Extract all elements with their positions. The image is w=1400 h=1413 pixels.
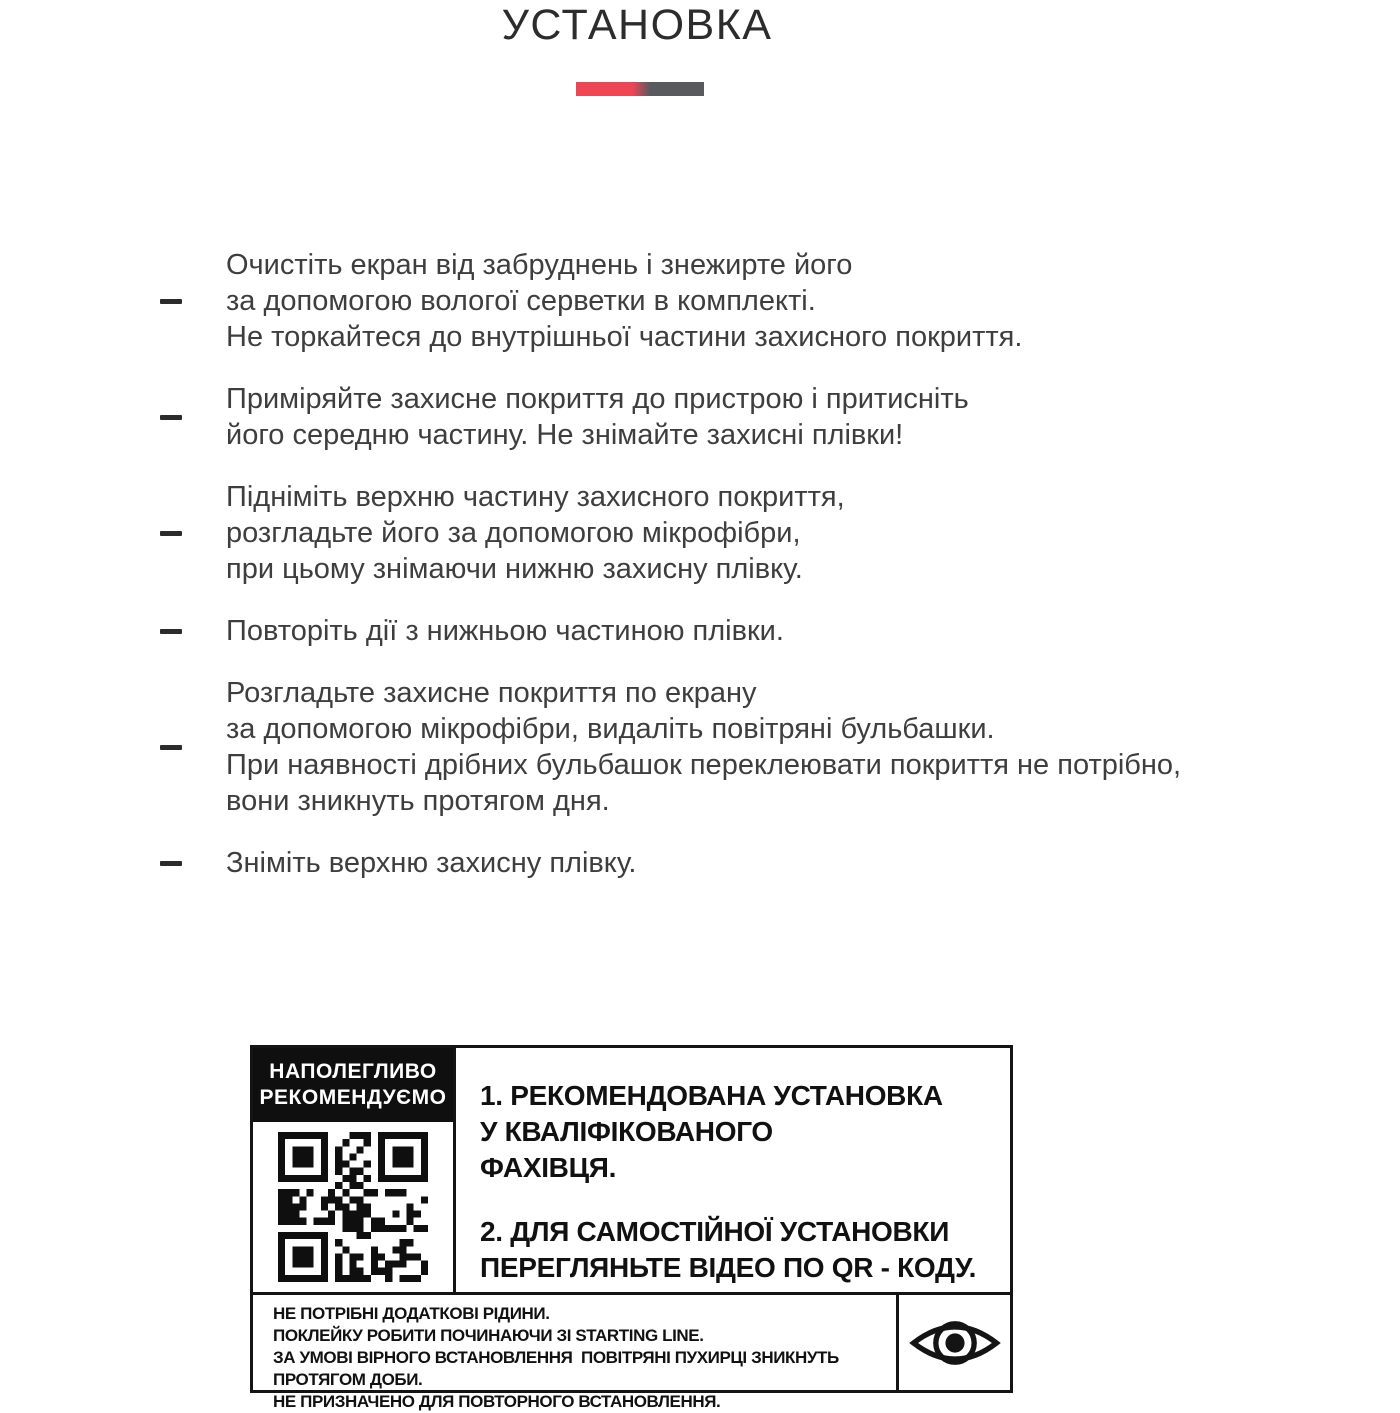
bullet-dash-icon: [160, 415, 182, 420]
instruction-line: вони зникнуть протягом дня.: [226, 785, 610, 817]
instruction-item: [160, 381, 1310, 453]
instruction-list: [160, 247, 1310, 881]
instruction-item: [160, 845, 1310, 881]
instruction-line: при цьому знімаючи нижню захисну плівку.: [226, 553, 803, 585]
bullet-dash-icon: [160, 531, 182, 536]
instruction-item: [160, 479, 1310, 587]
instruction-line: розгладьте його за допомогою мікрофібри,: [226, 517, 801, 549]
bullet-dash-icon: [160, 629, 182, 634]
footer-note-line: НЕ ПОТРІБНІ ДОДАТКОВІ РІДИНИ.: [273, 1304, 550, 1323]
recommendation-item-1: [480, 1078, 994, 1186]
instruction-line: При наявності дрібних бульбашок переклеювати покриття не потрібно,: [226, 749, 1182, 781]
bullet-dash-icon: [160, 299, 182, 304]
instruction-item: [160, 247, 1310, 355]
instruction-line: Очистіть екран від забруднень і знежирте його: [226, 249, 853, 281]
bullet-dash-icon: [160, 745, 182, 750]
recommendation-line: 2. ДЛЯ САМОСТІЙНОЇ УСТАНОВКИ: [480, 1216, 950, 1247]
instruction-item: [160, 675, 1310, 819]
recommendation-line: ФАХІВЦЯ.: [480, 1152, 617, 1183]
page-title: УСТАНОВКА: [501, 1, 773, 49]
recommendation-header-line: РЕКОМЕНДУЄМО: [259, 1086, 447, 1109]
instruction-item: [160, 613, 1310, 649]
recommendation-line: 1. РЕКОМЕНДОВАНА УСТАНОВКА: [480, 1080, 943, 1111]
eye-icon: [896, 1295, 1010, 1390]
instruction-line: його середню частину. Не знімайте захисні плівки!: [226, 419, 904, 451]
footer-note-line: НЕ ПРИЗНАЧЕНО ДЛЯ ПОВТОРНОГО ВСТАНОВЛЕННЯ.: [273, 1392, 721, 1411]
footer-notes: [253, 1295, 896, 1411]
recommendation-line: ПЕРЕГЛЯНЬТЕ ВІДЕО ПО QR - КОДУ.: [480, 1252, 977, 1283]
instruction-line: за допомогою мікрофібри, видаліть повітряні бульбашки.: [226, 713, 995, 745]
instruction-line: Розгладьте захисне покриття по екрану: [226, 677, 757, 709]
instruction-line: Приміряйте захисне покриття до пристрою і притисніть: [226, 383, 969, 415]
recommendation-box: [250, 1045, 1013, 1411]
instruction-line: Підніміть верхню частину захисного покриття,: [226, 481, 845, 513]
bullet-dash-icon: [160, 861, 182, 866]
recommendation-header: [253, 1048, 453, 1122]
recommendation-item-2: [480, 1214, 994, 1286]
recommendation-header-line: НАПОЛЕГЛИВО: [269, 1060, 437, 1083]
footer-note-line: ЗА УМОВІ ВІРНОГО ВСТАНОВЛЕННЯ ПОВІТРЯНІ ПУХИРЦІ ЗНИКНУТЬ ПРОТЯГОМ ДОБИ.: [273, 1348, 848, 1389]
title-divider: [576, 82, 704, 96]
footer-note-line: ПОКЛЕЙКУ РОБИТИ ПОЧИНАЮЧИ ЗІ STARTING LINE.: [273, 1326, 704, 1345]
instruction-line: Не торкайтеся до внутрішньої частини захисного покриття.: [226, 321, 1023, 353]
instruction-line: Зніміть верхню захисну плівку.: [226, 847, 637, 879]
instruction-line: за допомогою вологої серветки в комплекті.: [226, 285, 816, 317]
qr-code: [253, 1122, 453, 1292]
recommendation-line: У КВАЛІФІКОВАНОГО: [480, 1116, 773, 1147]
instruction-line: Повторіть дії з нижньою частиною плівки.: [226, 615, 784, 647]
